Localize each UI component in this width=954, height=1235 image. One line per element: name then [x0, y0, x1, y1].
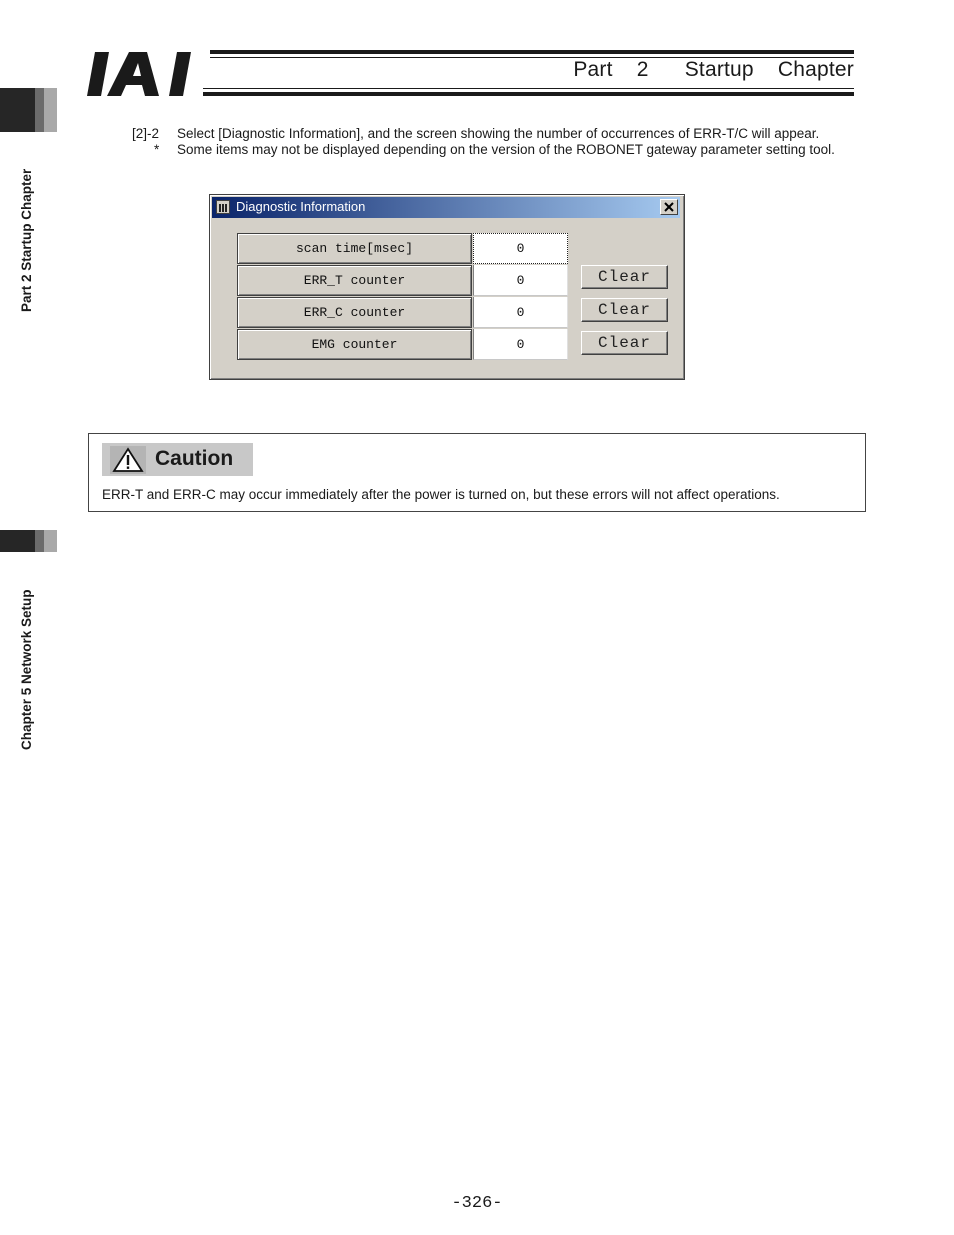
caution-text: ERR-T and ERR-C may occur immediately after the power is turned on, but these errors will not affect operations.	[102, 487, 780, 502]
header-rule-top	[210, 50, 854, 54]
side-tab-bottom-mid	[35, 530, 44, 552]
warning-icon	[110, 446, 146, 474]
caution-title: Caution	[155, 447, 234, 470]
header-rule-bottom	[203, 92, 854, 96]
close-button[interactable]	[660, 199, 678, 215]
dialog-title: Diagnostic Information	[236, 199, 366, 214]
clear-err-c-button[interactable]: Clear	[581, 298, 668, 322]
clear-emg-button[interactable]: Clear	[581, 331, 668, 355]
value-emg[interactable]: 0	[473, 329, 568, 360]
row-label-emg: EMG counter	[237, 329, 472, 360]
value-err-t[interactable]: 0	[473, 265, 568, 296]
row-label-err-c: ERR_C counter	[237, 297, 472, 328]
value-err-c[interactable]: 0	[473, 297, 568, 328]
app-icon	[216, 200, 230, 214]
header-rule-bottom-thin	[203, 88, 854, 89]
side-tab-top-light	[44, 88, 57, 132]
step-number: [2]-2	[132, 126, 160, 141]
iai-logo	[85, 48, 203, 100]
row-label-err-t: ERR_T counter	[237, 265, 472, 296]
chapter-title: Part 2 Startup Chapter	[573, 58, 854, 81]
note-text: Some items may not be displayed depending on the version of the ROBONET gateway parameter setting tool.	[177, 142, 835, 157]
side-tab-top-mid	[35, 88, 44, 132]
row-label-scan-time: scan time[msec]	[237, 233, 472, 264]
note-marker: *	[154, 142, 160, 157]
step-text: Select [Diagnostic Information], and the screen showing the number of occurrences of ERR-T/C will appear.	[177, 126, 820, 141]
side-tab-bottom-light	[44, 530, 57, 552]
side-tab-bottom-dark	[0, 530, 35, 552]
side-tab-top-dark	[0, 88, 35, 132]
close-icon	[661, 200, 677, 214]
side-label-chapter5: Chapter 5 Network Setup	[19, 589, 34, 750]
value-scan-time[interactable]: 0	[473, 233, 568, 264]
side-label-part2: Part 2 Startup Chapter	[19, 168, 34, 312]
page-number: -326-	[451, 1194, 503, 1213]
clear-err-t-button[interactable]: Clear	[581, 265, 668, 289]
